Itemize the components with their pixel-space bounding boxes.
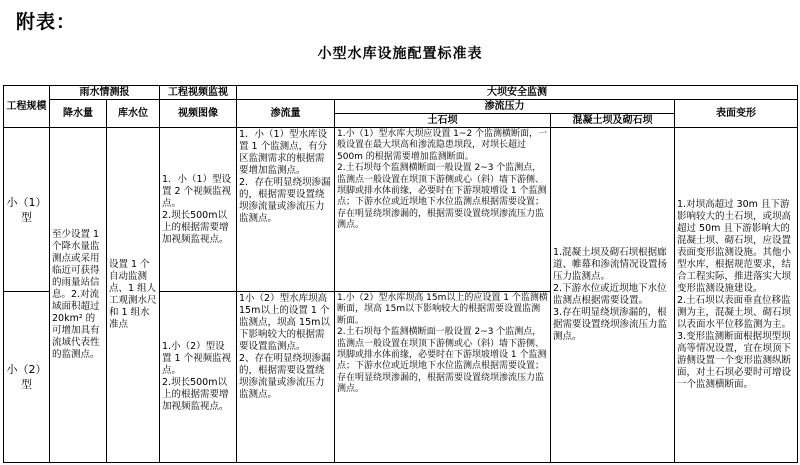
header-rainfall: 降水量 [50, 100, 107, 128]
row1-video-cell: 1．小（1）型设置 2 个视频监视点。 2.坝长500m以上的根据需要增加视频监视点。 [160, 128, 237, 292]
header-seepage-pressure: 渗流压力 [335, 100, 675, 114]
rainfall-cell: 至少设置 1 个降水量监测点或采用临近可获得的雨量站信息。2.对流域面积超过 20km² 的可增加具有流域代表性的监测点。 [50, 128, 107, 463]
header-safety-group: 大坝安全监测 [237, 86, 798, 100]
row1-earth-dam-cell: 1.小（1）型水库大坝应设置 1~2 个监测横断面，一般设置在最大坝高和渗流隐患坝段，对坝长超过 500m 的根据需要增加监测断面。 2.土石坝每个监测横断面一般设置 2~3 个监测点，监测点一般设置在坝顶下游侧或心（斜）墙下游侧、坝脚或排水体前缘，必要时在下游坝坡增设 1 个监测点；下游水位或近坝地下水位监测点根据需要设置；存在明显绕坝渗漏的，根据需要设置绕坝渗流压力监测点。 [335, 128, 551, 292]
header-scale: 工程规模 [4, 86, 50, 128]
table-title: 小型水库设施配置标准表 [317, 46, 483, 62]
header-rain-group: 雨水情测报 [50, 86, 160, 100]
header-seepage-flow: 渗流量 [237, 100, 335, 128]
row2-seepage-flow-cell: 1小（2）型水库坝高 15m以上的设置 1 个监测点，坝高 15m以下影响较大的根据需要设置监测点。 2、存在明显绕坝渗漏的，根据需要设置绕坝渗流量或渗流压力监测点。 [237, 292, 335, 463]
row1-seepage-flow-cell: 1．小（1）型水库设置 1 个监测点，有分区监测需求的根据需要增加监测点。 2．存在明显绕坝渗漏的，根据需要设置绕坝渗流量或渗流压力监测点。 [237, 128, 335, 292]
header-video-image: 视频图像 [160, 100, 237, 128]
header-concrete-dam: 混凝土坝及砌石坝 [551, 114, 675, 128]
standards-table [3, 85, 798, 463]
header-earth-dam: 土石坝 [335, 114, 551, 128]
concrete-dam-cell: 1.混凝土坝及砌石坝根据廊道、帷幕和渗流情况设置扬压力监测点。 2.下游水位或近坝地下水位监测点根据需要设置。 3.存在明显绕坝渗漏的，根据需要设置绕坝渗流压力监测点。 [551, 128, 675, 463]
surface-deformation-cell: 1.对坝高超过 30m 且下游影响较大的土石坝，或坝高超过 50m 且下游影响大的混凝土坝、砌石坝，应设置表面变形监测设施。其他小型水库，根据规范要求，结合工程实际，推进落实大坝变形监测设施建设。 2.土石坝以表面垂直位移监测为主，混凝土坝、砌石坝以表面水平位移监测为主。 3.变形监测断面根据坝型坝高等情况设置，宜在坝顶下游侧设置一个变形监测纵断面，对土石坝必要时可增设一个监测横断面。 [675, 128, 798, 463]
row2-earth-dam-cell: 1.小（2）型水库坝高 15m以上的应设置 1 个监测横断面，坝高 15m以下影响较大的根据需要设置监测断面。 2.土石坝每个监测横断面一般设置 2~3 个监测点，监测点一般设置在坝顶下游侧或心（斜）墙下游侧、坝脚或排水体前缘，必要时在下游坝坡增设 1 个监测点；下游水位或近坝地下水位监测点根据需要设置；存在明显绕坝渗漏的，根据需要设置绕坝渗流压力监测点。 [335, 292, 551, 463]
row1-scale: 小（1）型 [4, 128, 50, 292]
water-level-cell: 设置 1 个自动监测点、1 组人工观测水尺和 1 组水准点 [107, 128, 160, 463]
header-water-level: 库水位 [107, 100, 160, 128]
appendix-label: 附表： [16, 11, 77, 33]
header-video-group: 工程视频监视 [160, 86, 237, 100]
header-surface-deformation: 表面变形 [675, 100, 798, 128]
row2-scale: 小（2）型 [4, 292, 50, 463]
row2-video-cell: 1.小（2）型设置 1 个视频监视点。 2.坝长500m以上的根据需要增加视频监视点。 [160, 292, 237, 463]
table-row [4, 128, 798, 292]
